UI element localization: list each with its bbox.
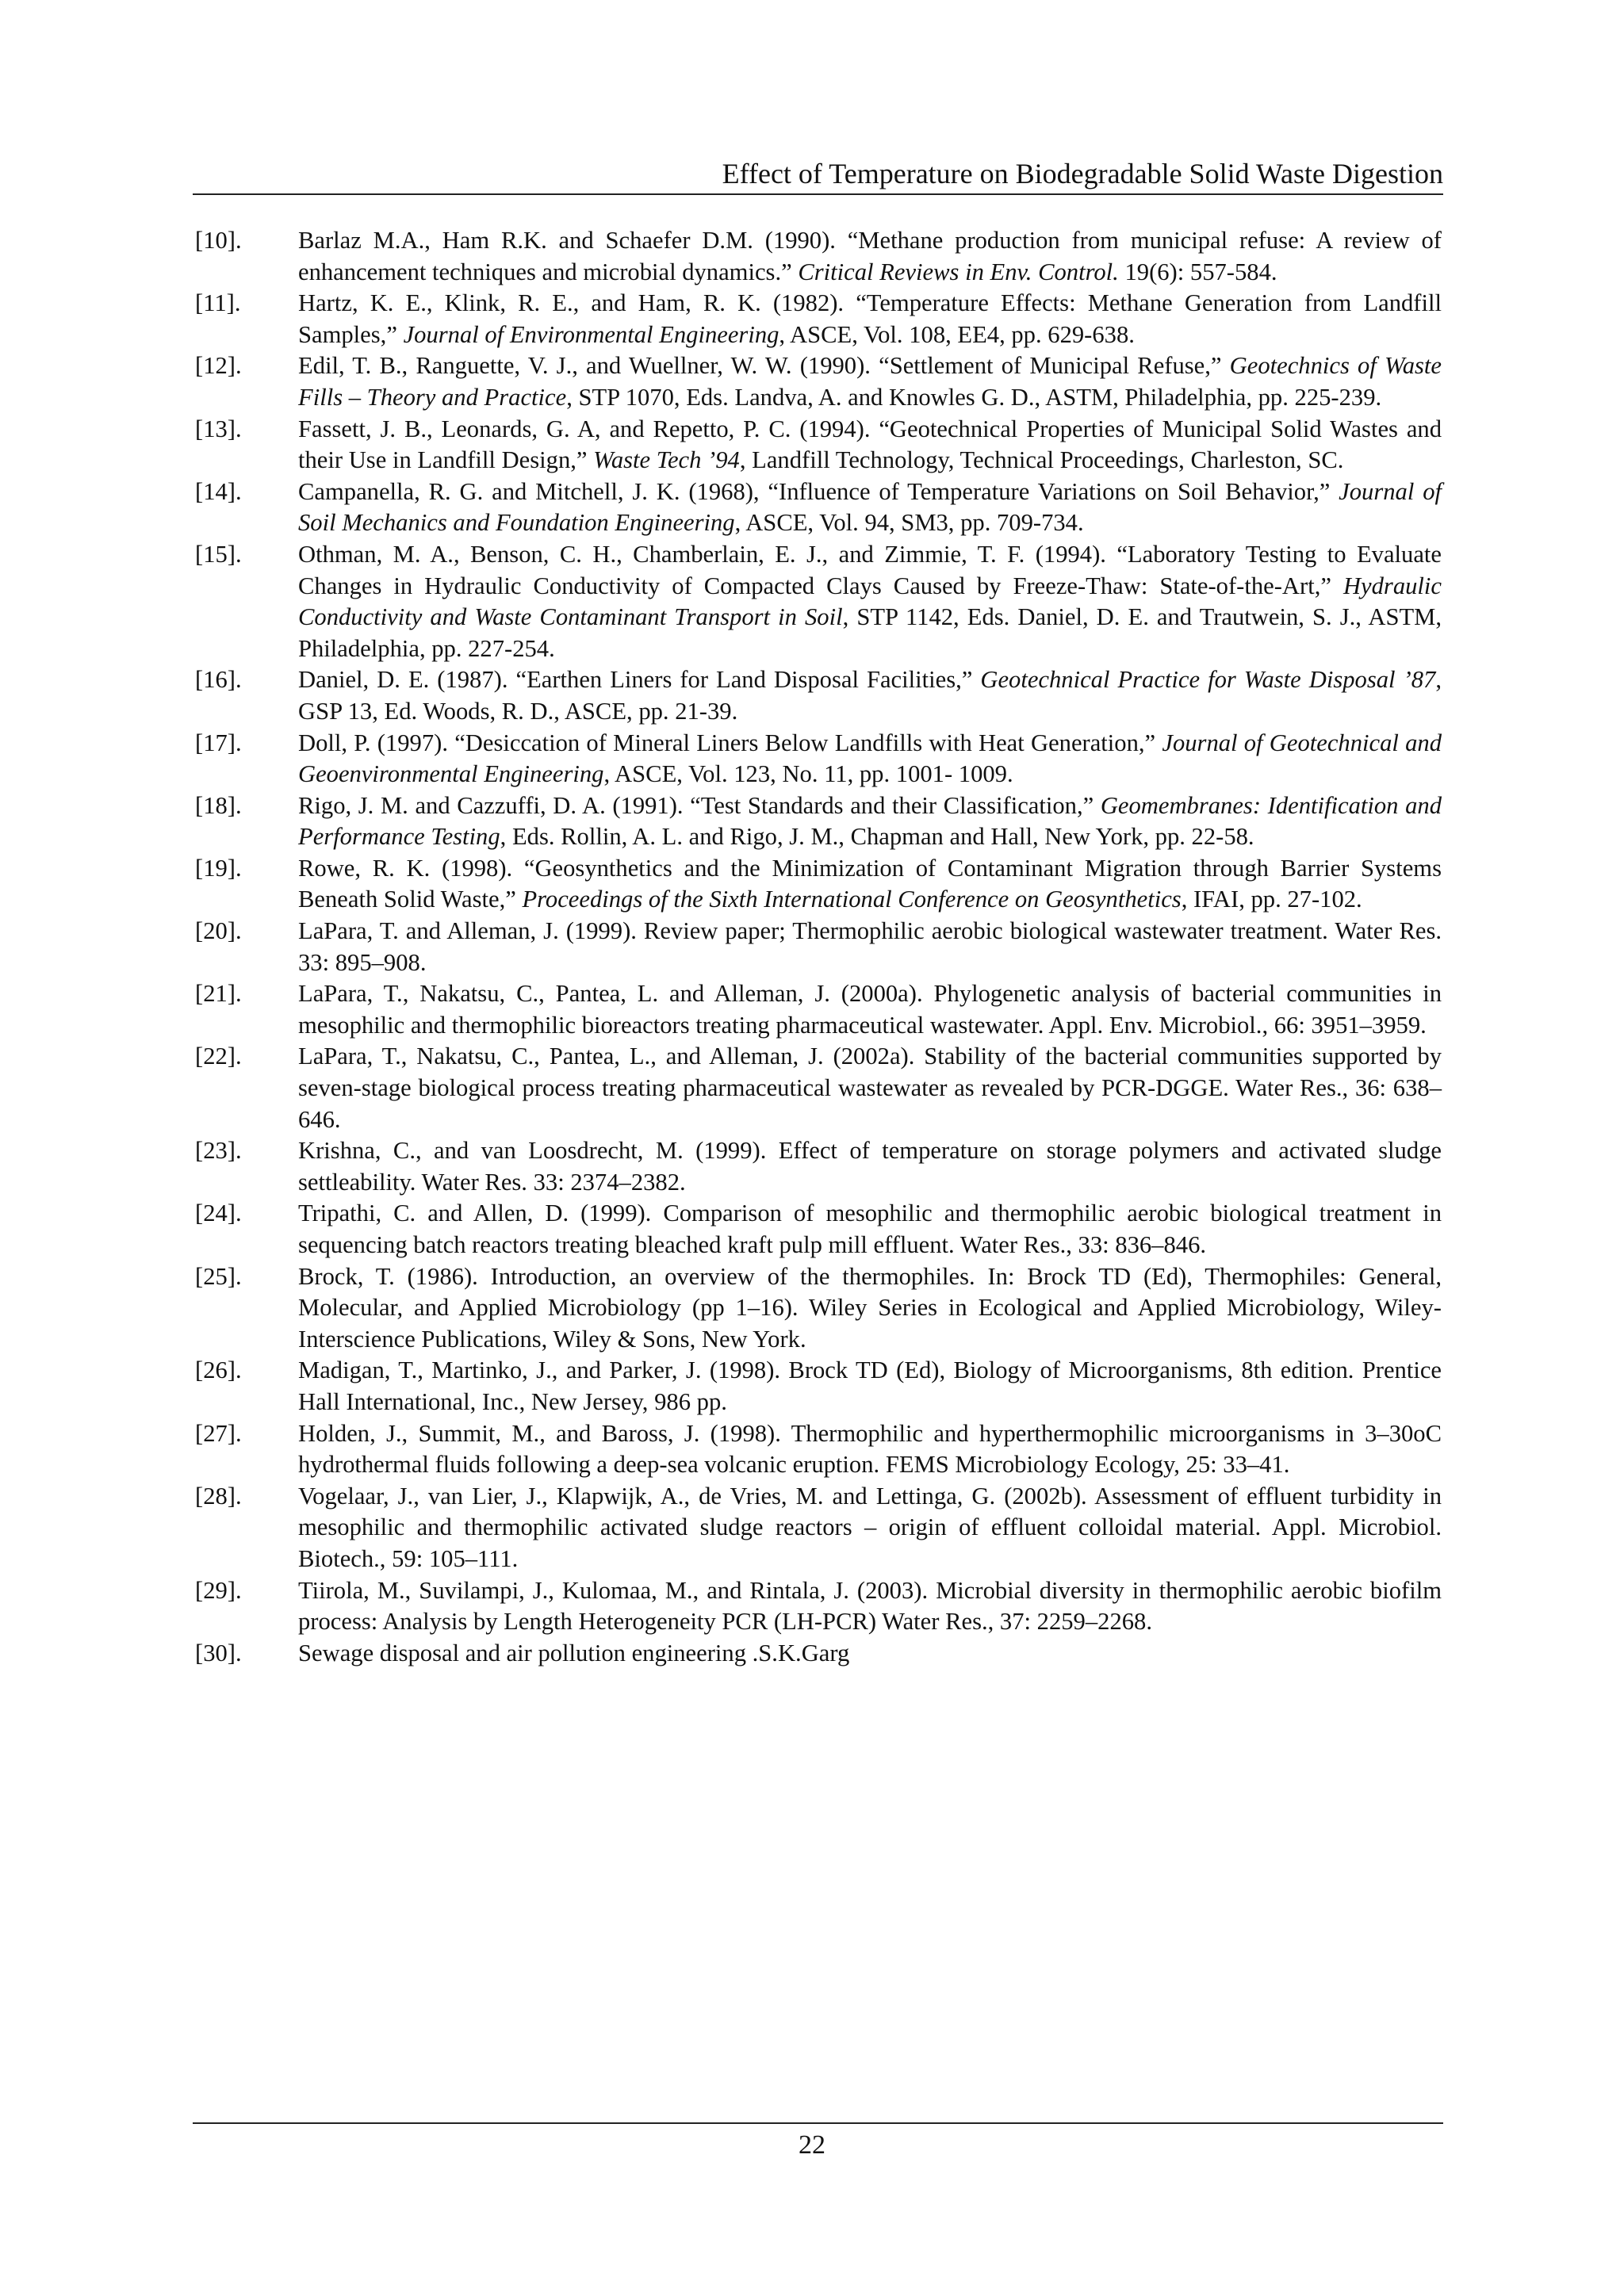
reference-source-title: Proceedings of the Sixth International Conference on Geosynthetics xyxy=(522,886,1182,913)
reference-text-part: Edil, T. B., Ranguette, V. J., and Wuellner, W. W. (1990). “Settlement of Municipal Refuse,” xyxy=(298,352,1230,380)
reference-text xyxy=(298,350,1442,413)
reference-source-title: Hydraulic Conductivity and Waste Contaminant Transport in Soil xyxy=(298,572,1442,631)
reference-item xyxy=(195,1418,1442,1481)
reference-source-title: Journal of Environmental Engineering xyxy=(403,320,779,348)
reference-text: Krishna, C., and van Loosdrecht, M. (1999). Effect of temperature on storage polymers and activated sludge settleability. Water Res. 33: 2374–2382. xyxy=(298,1137,1442,1196)
reference-text-part: , IFAI, pp. 27-102. xyxy=(1181,886,1362,913)
reference-item xyxy=(195,664,1442,727)
reference-number: [16]. xyxy=(195,666,242,694)
reference-number: [21]. xyxy=(195,980,242,1008)
reference-text-part: Hartz, K. E., Klink, R. E., and Ham, R. K. (1982). “Temperature Effects: Methane Generation from Landfill Samples,” xyxy=(298,289,1442,348)
reference-number: [20]. xyxy=(195,917,242,945)
reference-number: [12]. xyxy=(195,352,242,380)
reference-text xyxy=(298,539,1442,664)
reference-number: [19]. xyxy=(195,854,242,882)
reference-text xyxy=(298,728,1442,790)
reference-text-part: , GSP 13, Ed. Woods, R. D., ASCE, pp. 21-39. xyxy=(298,666,1442,725)
reference-text: Brock, T. (1986). Introduction, an overview of the thermophiles. In: Brock TD (Ed), Thermophiles: General, Molecular, and Applied Microbiology (pp 1–16). Wiley Series in Ecological and Applied Microbiology, Wiley-Interscience Publications, Wiley & Sons, New York. xyxy=(298,1262,1442,1353)
reference-text-part: , ASCE, Vol. 108, EE4, pp. 629-638. xyxy=(779,320,1135,348)
reference-source-title: Geotechnics of Waste Fills – Theory and Practice xyxy=(298,352,1442,411)
reference-text-part: Rigo, J. M. and Cazzuffi, D. A. (1991). “Test Standards and their Classification,” xyxy=(298,791,1101,819)
reference-text: Vogelaar, J., van Lier, J., Klapwijk, A., de Vries, M. and Lettinga, G. (2002b). Assessment of effluent turbidity in mesophilic and thermophilic activated sludge reactors – origin of effluent colloidal material. Appl. Microbiol. Biotech., 59: 105–111. xyxy=(298,1482,1442,1572)
reference-number: [11]. xyxy=(195,289,241,317)
reference-text-part: , Landfill Technology, Technical Proceedings, Charleston, SC. xyxy=(739,446,1344,474)
reference-text-part: Campanella, R. G. and Mitchell, J. K. (1968), “Influence of Temperature Variations on Soil Behavior,” xyxy=(298,477,1339,505)
reference-item xyxy=(195,1575,1442,1638)
reference-item xyxy=(195,350,1442,413)
reference-text-part: , ASCE, Vol. 123, No. 11, pp. 1001- 1009. xyxy=(603,760,1013,788)
reference-text-part: Barlaz M.A., Ham R.K. and Schaefer D.M. (1990). “Methane production from municipal refuse: A review of enhancement techniques and microbial dynamics.” xyxy=(298,227,1442,285)
reference-text-part: Rowe, R. K. (1998). “Geosynthetics and the Minimization of Contaminant Migration through Barrier Systems Beneath Solid Waste,” xyxy=(298,854,1442,913)
reference-item xyxy=(195,790,1442,853)
reference-text xyxy=(298,664,1442,727)
reference-text: Madigan, T., Martinko, J., and Parker, J. (1998). Brock TD (Ed), Biology of Microorganisms, 8th edition. Prentice Hall International, Inc., New Jersey, 986 pp. xyxy=(298,1357,1442,1415)
reference-number: [28]. xyxy=(195,1482,242,1510)
footer-rule xyxy=(193,2122,1443,2124)
reference-text: Tiirola, M., Suvilampi, J., Kulomaa, M., and Rintala, J. (2003). Microbial diversity in thermophilic aerobic biofilm process: Analysis by Length Heterogeneity PCR (LH-PCR) Water Res., 37: 2259–2268. xyxy=(298,1576,1442,1636)
reference-text xyxy=(298,288,1442,350)
reference-number: [14]. xyxy=(195,477,242,505)
reference-item xyxy=(195,539,1442,664)
reference-number: [30]. xyxy=(195,1639,242,1667)
reference-item xyxy=(195,476,1442,539)
reference-item xyxy=(195,978,1442,1041)
reference-number: [22]. xyxy=(195,1043,242,1070)
reference-text-part: Doll, P. (1997). “Desiccation of Mineral Liners Below Landfills with Heat Generation,” xyxy=(298,729,1162,756)
reference-item xyxy=(195,1198,1442,1261)
reference-text xyxy=(298,853,1442,916)
page-number: 22 xyxy=(799,2130,825,2160)
reference-source-title: Geotechnical Practice for Waste Disposal ’87 xyxy=(980,666,1436,694)
reference-text-part: , STP 1142, Eds. Daniel, D. E. and Trautwein, S. J., ASTM, Philadelphia, pp. 227-254. xyxy=(298,603,1442,662)
reference-source-title: Critical Reviews in Env. Control. xyxy=(798,258,1119,285)
reference-text: LaPara, T. and Alleman, J. (1999). Review paper; Thermophilic aerobic biological wastewater treatment. Water Res. 33: 895–908. xyxy=(298,917,1442,976)
reference-item xyxy=(195,1481,1442,1575)
reference-text-part: , STP 1070, Eds. Landva, A. and Knowles G. D., ASTM, Philadelphia, pp. 225-239. xyxy=(566,383,1382,411)
reference-source-title: Journal of Soil Mechanics and Foundation Engineering xyxy=(298,477,1442,537)
reference-text-part: 19(6): 557-584. xyxy=(1118,258,1277,285)
reference-text: Sewage disposal and air pollution engineering .S.K.Garg xyxy=(298,1639,850,1667)
reference-text xyxy=(298,476,1442,539)
reference-item xyxy=(195,853,1442,916)
reference-text xyxy=(298,414,1442,476)
reference-item xyxy=(195,1355,1442,1418)
reference-text: LaPara, T., Nakatsu, C., Pantea, L. and Alleman, J. (2000a). Phylogenetic analysis of bacterial communities in mesophilic and thermophilic bioreactors treating pharmaceutical wastewater. Appl. Env. Microbiol., 66: 3951–3959. xyxy=(298,980,1442,1039)
reference-text-part: Daniel, D. E. (1987). “Earthen Liners for Land Disposal Facilities,” xyxy=(298,666,981,694)
reference-number: [27]. xyxy=(195,1419,242,1447)
reference-text-part: , ASCE, Vol. 94, SM3, pp. 709-734. xyxy=(734,509,1084,537)
reference-number: [24]. xyxy=(195,1200,242,1227)
reference-item xyxy=(195,916,1442,978)
reference-text-part: Othman, M. A., Benson, C. H., Chamberlain, E. J., and Zimmie, T. F. (1994). “Laboratory Testing to Evaluate Changes in Hydraulic Conductivity of Compacted Clays Caused by Freeze-Thaw: State-of-the-Art,” xyxy=(298,540,1442,599)
reference-text-part: Fassett, J. B., Leonards, G. A, and Repetto, P. C. (1994). “Geotechnical Properties of Municipal Solid Wastes and their Use in Landfill Design,” xyxy=(298,415,1442,474)
reference-number: [18]. xyxy=(195,791,242,819)
reference-text-part: , Eds. Rollin, A. L. and Rigo, J. M., Chapman and Hall, New York, pp. 22-58. xyxy=(500,823,1254,851)
reference-item xyxy=(195,1135,1442,1198)
reference-item xyxy=(195,288,1442,350)
reference-number: [17]. xyxy=(195,729,242,756)
reference-text xyxy=(298,790,1442,853)
running-title: Effect of Temperature on Biodegradable Solid Waste Digestion xyxy=(722,158,1443,189)
reference-text xyxy=(298,225,1442,288)
reference-text: Tripathi, C. and Allen, D. (1999). Comparison of mesophilic and thermophilic aerobic biological treatment in sequencing batch reactors treating bleached kraft pulp mill effluent. Water Res., 33: 836–846. xyxy=(298,1200,1442,1258)
reference-number: [29]. xyxy=(195,1576,242,1604)
reference-list xyxy=(195,225,1442,1669)
reference-number: [26]. xyxy=(195,1357,242,1384)
reference-text: Holden, J., Summit, M., and Baross, J. (1998). Thermophilic and hyperthermophilic microorganisms in 3–30oC hydrothermal fluids following a deep-sea volcanic eruption. FEMS Microbiology Ecology, 25: 33–41. xyxy=(298,1419,1442,1479)
reference-item xyxy=(195,1261,1442,1356)
reference-number: [25]. xyxy=(195,1262,242,1290)
reference-source-title: Geomembranes: Identification and Performance Testing xyxy=(298,791,1442,851)
running-header xyxy=(193,152,1443,195)
reference-number: [23]. xyxy=(195,1137,242,1165)
reference-source-title: Waste Tech ’94 xyxy=(593,446,740,474)
reference-number: [10]. xyxy=(195,227,242,254)
reference-number: [13]. xyxy=(195,415,242,442)
reference-source-title: Journal of Geotechnical and Geoenvironmental Engineering xyxy=(298,729,1442,788)
reference-item xyxy=(195,1041,1442,1135)
reference-item xyxy=(195,728,1442,790)
reference-item xyxy=(195,225,1442,288)
reference-item xyxy=(195,414,1442,476)
reference-item xyxy=(195,1638,1442,1670)
reference-text: LaPara, T., Nakatsu, C., Pantea, L., and Alleman, J. (2002a). Stability of the bacterial communities supported by seven-stage biological process treating pharmaceutical wastewater as revealed by PCR-DGGE. Water Res., 36: 638–646. xyxy=(298,1043,1442,1133)
reference-number: [15]. xyxy=(195,540,242,568)
